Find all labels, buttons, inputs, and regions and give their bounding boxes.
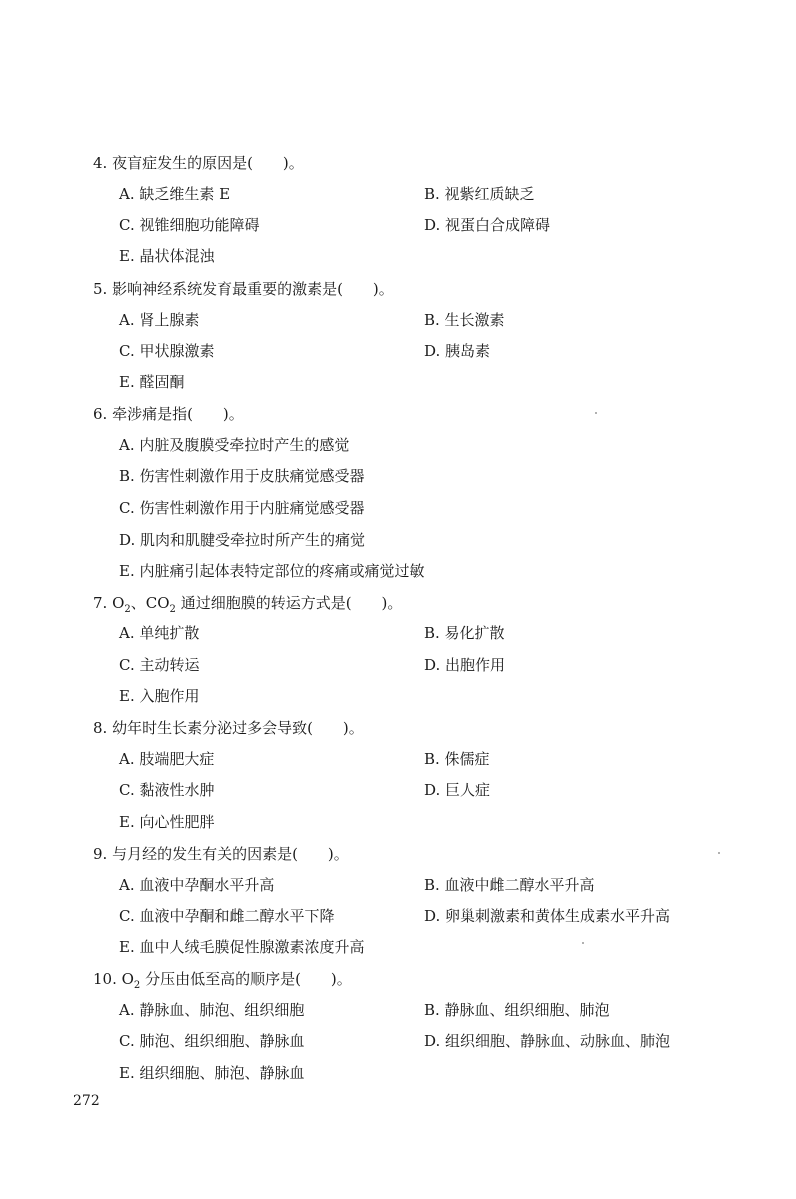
question-7-stem-part: 、CO [130, 594, 170, 612]
question-4-option-a: A. 缺乏维生素 E [119, 185, 231, 203]
question-7-option-d: D. 出胞作用 [424, 656, 506, 674]
question-8-option-a: A. 肢端肥大症 [119, 750, 215, 768]
question-9-option-b: B. 血液中雌二醇水平升高 [424, 876, 595, 894]
question-8-option-b: B. 侏儒症 [424, 750, 490, 768]
scan-speck [595, 412, 597, 414]
question-10-option-c: C. 肺泡、组织细胞、静脉血 [119, 1032, 305, 1050]
question-9-option-a: A. 血液中孕酮水平升高 [119, 876, 275, 894]
question-6-option-b: B. 伤害性刺激作用于皮肤痛觉感受器 [119, 467, 365, 485]
question-9-option-e: E. 血中人绒毛膜促性腺激素浓度升高 [119, 938, 365, 956]
question-5-option-b: B. 生长激素 [424, 311, 505, 329]
question-6-stem: 6. 牵涉痛是指( )。 [93, 405, 244, 423]
subscript-2: 2 [124, 604, 131, 615]
question-4-option-d: D. 视蛋白合成障碍 [424, 216, 551, 234]
question-9-stem: 9. 与月经的发生有关的因素是( )。 [93, 845, 349, 863]
question-4-option-c: C. 视锥细胞功能障碍 [119, 216, 260, 234]
question-5-option-d: D. 胰岛素 [424, 342, 491, 360]
question-5-option-a: A. 肾上腺素 [119, 311, 200, 329]
question-8-option-d: D. 巨人症 [424, 781, 491, 799]
question-10-option-d: D. 组织细胞、静脉血、动脉血、肺泡 [424, 1032, 671, 1050]
question-10-option-e: E. 组织细胞、肺泡、静脉血 [119, 1064, 305, 1082]
question-8-stem: 8. 幼年时生长素分泌过多会导致( )。 [93, 719, 364, 737]
question-7-option-c: C. 主动转运 [119, 656, 200, 674]
question-6-option-a: A. 内脏及腹膜受牵拉时产生的感觉 [119, 436, 350, 454]
question-10-stem-part: 分压由低至高的顺序是( )。 [140, 970, 352, 988]
page-number: 272 [73, 1093, 100, 1109]
question-10-stem [93, 969, 352, 989]
question-7-stem-part: 7. O [93, 594, 125, 612]
question-7-stem-part: 通过细胞膜的转运方式是( )。 [175, 594, 403, 612]
question-10-option-a: A. 静脉血、肺泡、组织细胞 [119, 1001, 305, 1019]
question-7-option-a: A. 单纯扩散 [119, 624, 200, 642]
question-5-option-c: C. 甲状腺激素 [119, 342, 215, 360]
question-10-stem-part: 10. O [93, 970, 134, 988]
question-9-option-c: C. 血液中孕酮和雌二醇水平下降 [119, 907, 335, 925]
question-5-stem: 5. 影响神经系统发育最重要的激素是( )。 [93, 280, 394, 298]
question-9-option-d: D. 卵巢刺激素和黄体生成素水平升高 [424, 907, 671, 925]
scan-speck [718, 852, 720, 854]
subscript-2: 2 [133, 980, 141, 991]
question-6-option-e: E. 内脏痛引起体表特定部位的疼痛或痛觉过敏 [119, 562, 425, 580]
question-10-option-b: B. 静脉血、组织细胞、肺泡 [424, 1001, 610, 1019]
question-6-option-c: C. 伤害性刺激作用于内脏痛觉感受器 [119, 499, 365, 517]
question-7-option-b: B. 易化扩散 [424, 624, 505, 642]
question-7-stem [93, 593, 402, 613]
question-7-option-e: E. 入胞作用 [119, 687, 200, 705]
question-8-option-e: E. 向心性肥胖 [119, 813, 215, 831]
question-4-option-b: B. 视紫红质缺乏 [424, 185, 535, 203]
question-5-option-e: E. 醛固酮 [119, 373, 185, 391]
question-4-option-e: E. 晶状体混浊 [119, 247, 215, 265]
subscript-2: 2 [169, 604, 176, 615]
question-6-option-d: D. 肌肉和肌腱受牵拉时所产生的痛觉 [119, 531, 366, 549]
scan-speck [582, 942, 584, 944]
question-4-stem: 4. 夜盲症发生的原因是( )。 [93, 154, 304, 172]
question-8-option-c: C. 黏液性水肿 [119, 781, 215, 799]
